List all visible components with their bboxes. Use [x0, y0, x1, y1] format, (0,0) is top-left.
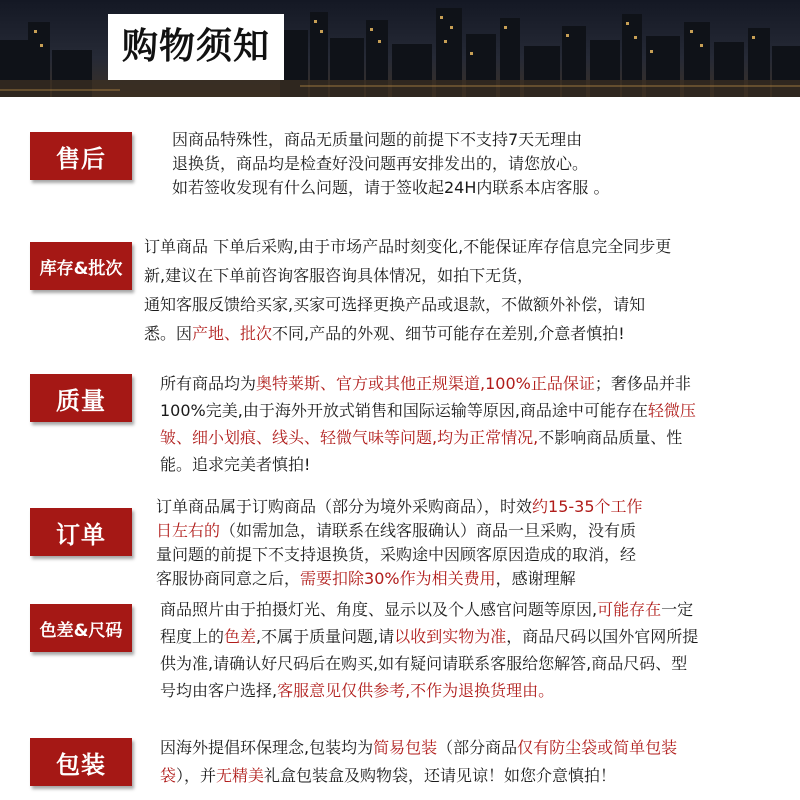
body-text: ,不属于质量问题,请 — [256, 627, 395, 646]
body-text: 号均由客户选择, — [160, 681, 278, 700]
text-line — [160, 370, 696, 397]
body-text: （如需加急，请联系在线客服确认）商品一旦采购，没有质 — [220, 521, 637, 540]
highlight-text: 无精美 — [216, 766, 265, 785]
section-label-color-size: 色差&尺码 — [30, 604, 132, 652]
highlight-text: 袋 — [160, 766, 177, 785]
body-text: 能。追求完美者慎拍! — [160, 455, 311, 474]
header-banner — [0, 0, 800, 97]
body-text: 通知客服反馈给买家,买家可选择更换产品或退款，不做额外补偿，请知 — [144, 295, 646, 314]
text-line — [160, 762, 677, 790]
text-line — [156, 567, 643, 591]
body-text: ，感谢理解 — [495, 569, 576, 588]
highlight-text: 日左右的 — [156, 521, 221, 540]
text-line — [160, 650, 698, 677]
text-line — [156, 519, 643, 543]
body-text: 100%完美,由于海外开放式销售和国际运输等原因,商品途中可能存在 — [160, 401, 648, 420]
text-line — [160, 623, 698, 650]
body-text: 订单商品 下单后采购,由于市场产品时刻变化,不能保证库存信息完全同步更 — [144, 237, 672, 256]
section-text-stock-batch — [144, 232, 671, 348]
body-text: 悉。因 — [144, 324, 193, 343]
body-text: 量问题的前提下不支持退换货，采购途中因顾客原因造成的取消，经 — [156, 545, 637, 564]
text-line — [160, 734, 677, 762]
section-text-after-sales — [172, 128, 609, 200]
text-line — [144, 319, 671, 348]
highlight-text: 色差 — [224, 627, 257, 646]
highlight-text: 约15-35个工作 — [532, 497, 643, 516]
text-line — [156, 495, 643, 519]
highlight-text: 轻微压 — [647, 401, 696, 420]
highlight-text: 仅有防尘袋或简单包装 — [517, 738, 678, 757]
body-text: 订单商品属于订购商品（部分为境外采购商品），时效 — [156, 497, 533, 516]
section-text-color-size — [160, 596, 698, 704]
body-text: ；奢侈品并非 — [594, 374, 691, 393]
section-label-stock-batch: 库存&批次 — [30, 242, 132, 290]
section-text-quality — [160, 370, 696, 478]
text-line — [160, 677, 698, 704]
highlight-text: 奥特莱斯、官方或其他正规渠道,100%正品保证 — [256, 374, 595, 393]
text-line — [160, 451, 696, 478]
section-label-quality: 质量 — [30, 374, 132, 422]
section-text-packaging — [160, 734, 677, 790]
body-text: ，商品尺码以国外官网所提 — [506, 627, 699, 646]
body-text: 因海外提倡环保理念,包装均为 — [160, 738, 374, 757]
body-text: 一定 — [661, 600, 694, 619]
page-title: 购物须知 — [108, 14, 284, 80]
text-line — [144, 232, 671, 261]
section-text-order — [156, 495, 643, 591]
highlight-text: 客服意见仅供参考,不作为退换货理由。 — [277, 681, 555, 700]
body-text: 不同,产品的外观、细节可能存在差别,介意者慎拍! — [272, 324, 625, 343]
text-line — [156, 543, 643, 567]
highlight-text: 简易包装 — [373, 738, 438, 757]
section-label-after-sales: 售后 — [30, 132, 132, 180]
body-text: 所有商品均为 — [160, 374, 257, 393]
text-line — [172, 128, 609, 152]
body-text: 新,建议在下单前咨询客服咨询具体情况，如拍下无货， — [144, 266, 534, 285]
body-text: 供为准,请确认好尺码后在购买,如有疑问请联系客服给您解答,商品尺码、型 — [160, 654, 688, 673]
highlight-text: 需要扣除30%作为相关费用 — [300, 569, 496, 588]
text-line — [160, 596, 698, 623]
section-label-packaging: 包装 — [30, 738, 132, 786]
highlight-text: 以收到实物为准 — [394, 627, 507, 646]
text-line — [160, 424, 696, 451]
text-line — [160, 397, 696, 424]
text-line — [172, 152, 609, 176]
body-text: 客服协商同意之后， — [156, 569, 301, 588]
body-text: ），并 — [176, 766, 217, 785]
body-text: 商品照片由于拍摄灯光、角度、显示以及个人感官问题等原因, — [160, 600, 598, 619]
highlight-text: 产地、批次 — [192, 324, 273, 343]
body-text: 程度上的 — [160, 627, 225, 646]
body-text: 礼盒包装盒及购物袋，还请见谅！如您介意慎拍！ — [264, 766, 617, 785]
body-text: （部分商品 — [437, 738, 518, 757]
body-text: 退换货，商品均是检查好没问题再安排发出的，请您放心。 — [172, 154, 589, 173]
text-line — [172, 176, 609, 200]
highlight-text: 可能存在 — [597, 600, 662, 619]
text-line — [144, 290, 671, 319]
highlight-text: 皱、细小划痕、线头、轻微气味等问题,均为正常情况, — [160, 428, 539, 447]
section-label-order: 订单 — [30, 508, 132, 556]
text-line — [144, 261, 671, 290]
body-text: 如若签收发现有什么问题，请于签收起24H内联系本店客服 。 — [172, 178, 610, 197]
body-text: 不影响商品质量、性 — [538, 428, 683, 447]
body-text: 因商品特殊性，商品无质量问题的前提下不支持7天无理由 — [172, 130, 583, 149]
